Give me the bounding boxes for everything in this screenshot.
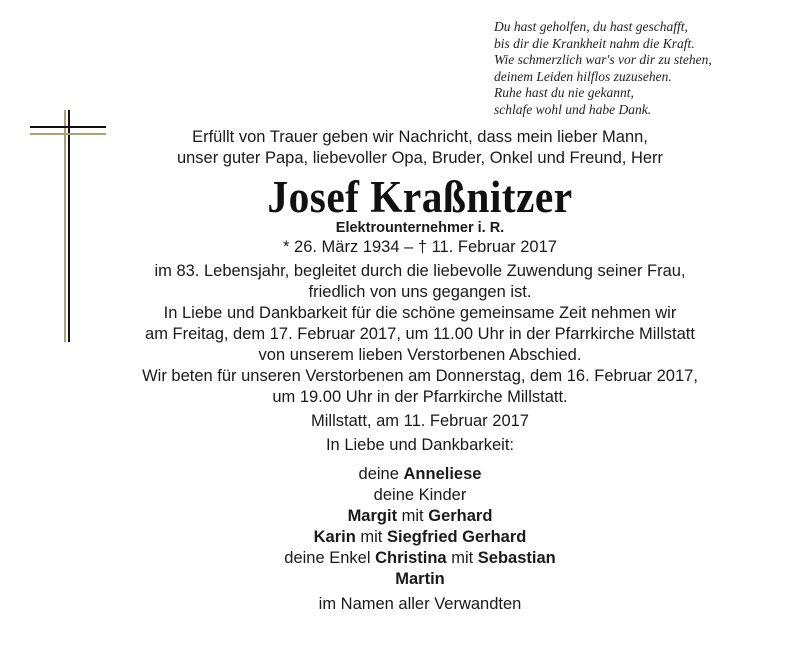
poem-line: bis dir die Krankheit nahm die Kraft. [494,35,695,51]
mourner-line: deine Kinder [373,486,467,504]
mourner-line: deine Anneliese [358,465,482,483]
closing-line: In Liebe und Dankbarkeit: [325,436,515,454]
death-text-line: im 83. Lebensjahr, begleitet durch die liebevolle Zuwendung seiner Frau, [154,262,686,280]
farewell-line: In Liebe und Dankbarkeit für die schöne gemeinsame Zeit nehmen wir [163,304,677,322]
farewell-line: von unserem lieben Verstorbenen Abschied. [258,346,582,364]
intro-line: unser guter Papa, liebevoller Opa, Bruder, Onkel und Freund, Herr [176,149,664,167]
intro-line: Erfüllt von Trauer geben wir Nachricht, dass mein lieber Mann, [192,128,648,146]
mourner-line: Margit mit Gerhard [347,507,493,525]
prayer-line: um 19.00 Uhr in der Pfarrkirche Millstatt. [272,388,568,406]
death-text-line: friedlich von uns gegangen ist. [308,283,532,301]
mourner-line: deine Enkel Christina mit Sebastian [284,549,556,567]
prayer-line: Wir beten für unseren Verstorbenen am Donnerstag, dem 16. Februar 2017, [142,367,698,385]
poem-line: Ruhe hast du nie gekannt, [494,85,634,100]
life-dates: * 26. März 1934 – † 11. Februar 2017 [283,238,557,256]
cross-vertical-black [68,110,70,342]
relatives-line: im Namen aller Verwandten [318,595,522,613]
farewell-line: am Freitag, dem 17. Februar 2017, um 11.00 Uhr in der Pfarrkirche Millstatt [145,325,695,343]
poem-line: Du hast geholfen, du hast geschafft, [494,19,688,34]
mourner-line: Karin mit Siegfried Gerhard [313,528,527,546]
obituary-body [80,127,760,615]
place-date: Millstatt, am 11. Februar 2017 [311,412,529,430]
poem-line: Wie schmerzlich war's vor dir zu stehen, [494,52,712,67]
mourner-line: Martin [395,570,445,588]
cross-vertical-gold [64,110,66,342]
deceased-name: Josef Kraßnitzer [267,172,573,222]
poem [494,19,794,118]
poem-line: schlafe wohl und habe Dank. [494,101,652,117]
occupation: Elektrounternehmer i. R. [335,220,505,236]
poem-line: deinem Leiden hilflos zuzusehen. [494,68,672,84]
